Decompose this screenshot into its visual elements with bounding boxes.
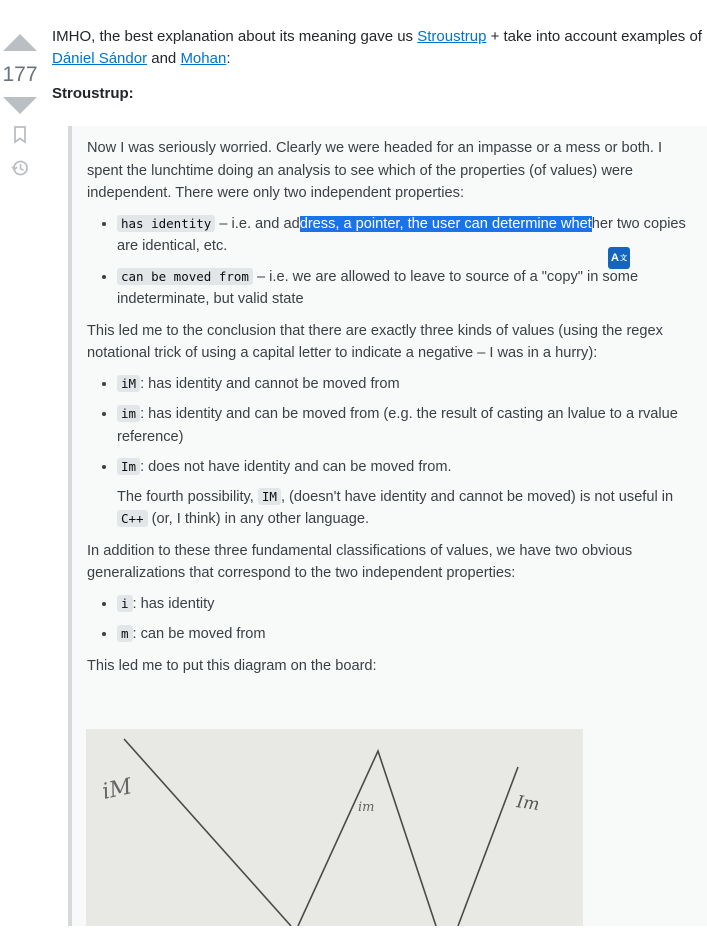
vote-column xyxy=(0,30,40,182)
quote-paragraph-4: This led me to put this diagram on the board: xyxy=(87,657,377,674)
answer-body xyxy=(52,26,707,105)
quote-paragraph-1: Now I was seriously worried. Clearly we were headed for an impasse or a mess or both. I spent the lunchtime doing an analysis to see which of the properties (of values) were independent. There were only two independent properties: xyxy=(87,140,663,201)
translate-icon[interactable]: A 文 xyxy=(608,247,630,269)
list-item: • can be moved from – i.e. we are allowed to leave to source of a "copy" in some indeterminate, but valid state xyxy=(117,266,687,311)
list-item-note: The fourth possibility, IM , (doesn't have identity and cannot be moved) is not useful in C++ (or, I think) in any other language. xyxy=(117,488,674,527)
list-item: • m : can be moved from xyxy=(117,623,687,646)
link-mohan[interactable]: Mohan xyxy=(180,50,227,67)
intro-paragraph: IMHO, the best explanation about its meaning gave us Stroustrup + take into account examples of Dániel Sándor and Mohan: xyxy=(52,28,702,67)
quote-heading: Stroustrup: xyxy=(52,85,134,102)
list-item: • im : has identity and can be moved from (e.g. the result of casting an lvalue to a rvalue reference) xyxy=(117,403,687,448)
quote-paragraph-2: This led me to the conclusion that there are exactly three kinds of values (using the regex notational trick of using a capital letter to indicate a negative – I was in a hurry): xyxy=(87,322,663,361)
diagram-label-Im: Im xyxy=(515,792,541,816)
link-daniel-sandor[interactable]: Dániel Sándor xyxy=(52,50,148,67)
diagram-label-iM: iM xyxy=(100,774,135,805)
vote-count: 177 xyxy=(2,63,38,86)
link-stroustrup[interactable]: Stroustrup xyxy=(417,28,487,45)
diagram-image xyxy=(86,729,583,926)
list-item: • has identity – i.e. and address, a pointer, the user can determine whether two copies are identical, etc. xyxy=(117,213,687,258)
bookmark-icon[interactable] xyxy=(13,126,27,149)
list-item: • iM : has identity and cannot be moved from xyxy=(117,373,687,396)
diagram-label-im: im xyxy=(358,800,375,815)
quote-paragraph-3: In addition to these three fundamental classifications of values, we have two obvious generalizations that correspond to the two independent properties: xyxy=(87,542,633,581)
list-item: • i : has identity xyxy=(117,593,687,616)
downvote-button[interactable] xyxy=(3,97,37,114)
list-item: • Im : does not have identity and can be moved from. The fourth possibility, IM , (doesn't have identity and cannot be moved) is not useful in C++ (or, I think) in any other language. xyxy=(117,456,687,531)
history-icon[interactable] xyxy=(11,159,29,182)
upvote-button[interactable] xyxy=(3,34,37,51)
selected-text[interactable]: dress, a pointer, the user can determine whet xyxy=(299,215,592,232)
